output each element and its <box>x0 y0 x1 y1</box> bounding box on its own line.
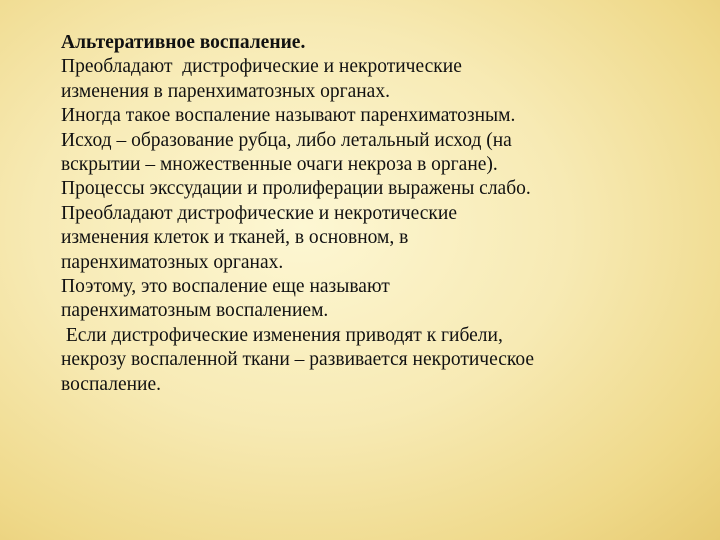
text-line: паренхиматозных органах. <box>61 251 284 273</box>
text-line: паренхиматозным воспалением. <box>61 300 329 322</box>
text-line: некрозу воспаленной ткани – развивается некротическое <box>61 349 535 371</box>
text-line: Исход – образование рубца, либо летальный исход (на <box>61 129 512 151</box>
text-line: Процессы экссудации и пролиферации выражены слабо. <box>61 178 531 200</box>
text-line: Иногда такое воспаление называют паренхиматозным. <box>61 105 516 127</box>
text-line: Преобладают дистрофические и некротические <box>61 202 457 224</box>
text-line: изменения клеток и тканей, в основном, в <box>61 227 409 249</box>
text-line: воспаление. <box>61 373 162 395</box>
slide-heading: Альтеративное воспаление. <box>61 32 306 53</box>
text-line: вскрытии – множественные очаги некроза в органе). <box>61 154 498 176</box>
text-line: изменения в паренхиматозных органах. <box>61 80 390 102</box>
text-line: Если дистрофические изменения приводят к гибели, <box>61 324 503 346</box>
slide-content <box>61 31 681 397</box>
text-line: Преобладают дистрофические и некротические <box>61 56 462 78</box>
text-line: Поэтому, это воспаление еще называют <box>61 276 390 298</box>
